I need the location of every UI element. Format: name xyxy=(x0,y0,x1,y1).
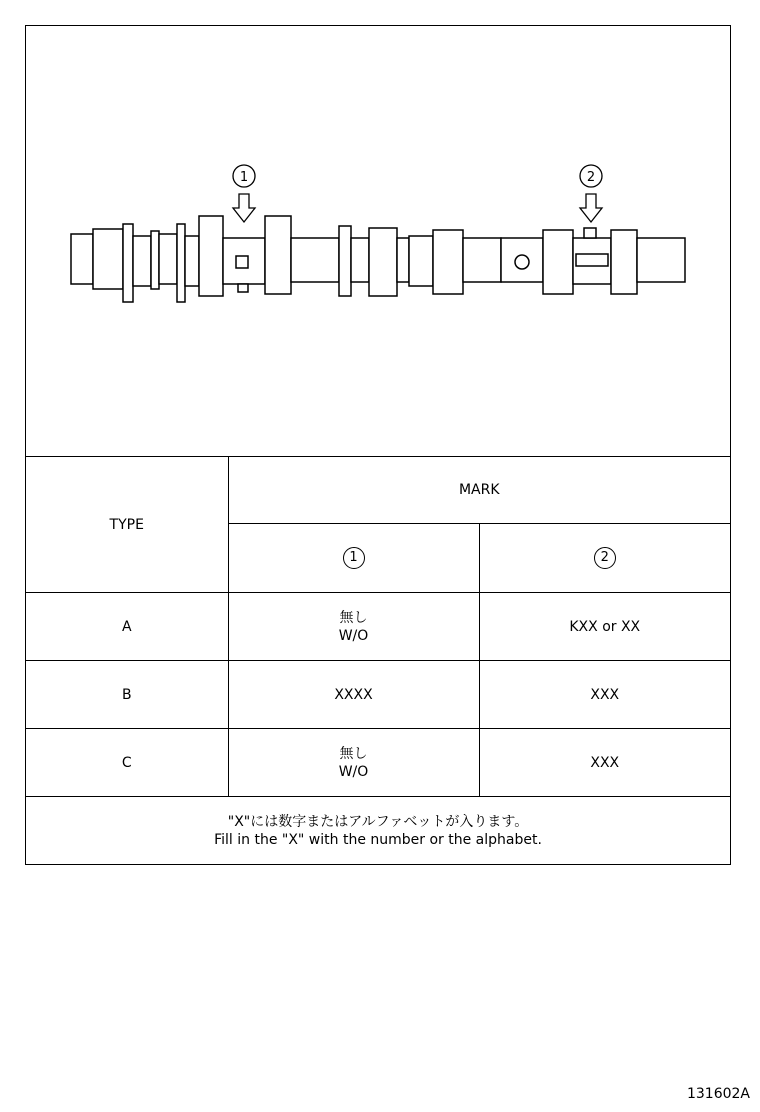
shaft-segment-5 xyxy=(397,238,409,282)
camshaft xyxy=(71,216,685,302)
mark1-cell xyxy=(228,593,479,661)
type-cell: C xyxy=(26,729,228,797)
diagram-sheet xyxy=(25,25,731,865)
cam-lobe-6 xyxy=(611,230,637,294)
journal-1 xyxy=(291,238,339,282)
mark2-pin xyxy=(584,228,596,238)
marker-2 xyxy=(580,165,602,222)
journal-2 xyxy=(409,236,433,286)
mark1-pin xyxy=(238,284,248,292)
shaft-flange-2 xyxy=(177,224,185,302)
table-row xyxy=(26,593,730,661)
mark1-cell xyxy=(228,729,479,797)
mark-col-1-number: 1 xyxy=(343,547,365,569)
shaft-segment-3 xyxy=(185,236,199,286)
shaft-flange-1 xyxy=(123,224,133,302)
table-row xyxy=(26,729,730,797)
note-english: Fill in the "X" with the number or the alphabet. xyxy=(214,831,542,848)
shaft-segment-1 xyxy=(133,236,151,286)
camshaft-drawing xyxy=(26,26,730,456)
marker-2-label: 2 xyxy=(586,170,596,185)
mark-header: MARK xyxy=(228,457,730,524)
shaft-collar-2 xyxy=(339,226,351,296)
cam-lobe-5 xyxy=(543,230,573,294)
cam-lobe-4 xyxy=(433,230,463,294)
shaft-hole xyxy=(515,255,529,269)
mark-col-1-header xyxy=(228,524,479,593)
mark1-line1: 無し xyxy=(339,609,368,626)
cam-lobe-3 xyxy=(369,228,397,296)
down-arrow-icon xyxy=(580,194,602,222)
mark-col-2-header xyxy=(479,524,730,593)
marker-1 xyxy=(233,165,255,222)
reference-code: 131602A xyxy=(686,1086,750,1102)
type-cell: B xyxy=(26,661,228,729)
mark2-slot xyxy=(576,254,608,266)
shaft-nose xyxy=(71,234,93,284)
marker-1-label: 1 xyxy=(239,170,249,185)
note-cell xyxy=(26,797,730,865)
shaft-sprocket-hub xyxy=(93,229,123,289)
mark-col-2-number: 2 xyxy=(594,547,616,569)
shaft-segment-2 xyxy=(159,234,177,284)
type-cell: A xyxy=(26,593,228,661)
table-row xyxy=(26,661,730,729)
shaft-collar-1 xyxy=(151,231,159,289)
mark1-line2: W/O xyxy=(338,627,369,644)
shaft-segment-4 xyxy=(351,238,369,282)
note-japanese: "X"には数字またはアルファベットが入ります。 xyxy=(227,813,529,830)
camshaft-svg xyxy=(26,26,730,456)
mark1-cell xyxy=(228,661,479,729)
mark2-cell: KXX or XX xyxy=(479,593,730,661)
shaft-tail xyxy=(637,238,685,282)
mark2-cell: XXX xyxy=(479,661,730,729)
type-header: TYPE xyxy=(26,457,228,593)
shaft-segment-6 xyxy=(463,238,501,282)
mark-table xyxy=(26,456,730,865)
down-arrow-icon xyxy=(233,194,255,222)
cam-lobe-2 xyxy=(265,216,291,294)
mark1-line1: XXXX xyxy=(334,686,373,703)
mark1-line1: 無し xyxy=(339,745,368,762)
cam-lobe-1 xyxy=(199,216,223,296)
mark1-flat xyxy=(236,256,248,268)
mark2-cell: XXX xyxy=(479,729,730,797)
mark1-line2: W/O xyxy=(338,763,369,780)
